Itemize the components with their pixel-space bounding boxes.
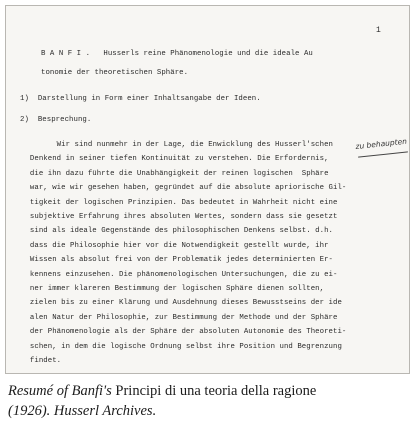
caption-book-title: Principi di una teoria della ragione	[115, 383, 317, 399]
section-title: Darstellung in Form einer Inhaltsangabe der Ideen.	[37, 95, 261, 103]
body-line: tigkeit der logischen Prinzipien. Das bedeutet in Wahrheit nicht eine	[21, 198, 338, 207]
caption-intro: Resumé of Banfi's	[8, 383, 116, 399]
section-1	[20, 96, 261, 103]
typescript-page-scan	[5, 5, 410, 374]
section-number: 1)	[20, 95, 29, 103]
document-title-line-1: B A N F I . Husserls reine Phänomenologie und die ideale Au	[41, 50, 313, 58]
section-title: Besprechung.	[37, 116, 92, 124]
body-line: ner immer klareren Bestimmung der logischen Sphäre dienen sollten,	[21, 285, 325, 293]
body-line: war, wie wir gesehen haben, gegründet auf die absolute apriorische Gil-	[21, 184, 347, 193]
figure-caption	[8, 381, 408, 421]
body-line: Wir sind nunmehr in der Lage, die Enwicklung des Husserl'schen	[21, 141, 333, 149]
body-line: schen, in dem die logische Ordnung selbst ihre Position und Begrenzung	[21, 342, 342, 351]
handwritten-annotation: zu behaupten	[355, 136, 408, 151]
body-line: kennens einzusehen. Die phänomenologischen Untersuchungen, die zu ei-	[21, 270, 338, 279]
body-line: findet.	[21, 357, 62, 365]
body-line: alen Natur der Philosophie, zur Bestimmung der Methode und der Sphäre	[21, 313, 338, 322]
body-line: Wissen als absolut frei von der Problematik jedes determinierten Er-	[21, 256, 333, 265]
body-line: zielen bis zu einer Klärung und Ausdehnung dieses Bewusstseins der ide	[21, 299, 342, 308]
section-number: 2)	[20, 116, 29, 124]
body-line: die ihn dazu führte die Unabhängigkeit der reinen logischen Sphäre	[21, 169, 329, 178]
body-line: Denkend in seiner tiefen Kontinuität zu verstehen. Die Erfordernis,	[21, 155, 329, 164]
page-number: 1	[376, 26, 381, 35]
body-line: der Phänomenologie als der Sphäre der absoluten Autonomie des Theoreti-	[21, 328, 347, 337]
annotation-underline	[358, 151, 408, 157]
section-2	[20, 117, 91, 124]
document-title-line-2: tonomie der theoretischen Sphäre.	[41, 69, 189, 77]
body-line: sind als ideale Gegenstände des philosophischen Denkens selbst. d.h.	[21, 227, 333, 236]
body-line: dass die Philosophie hier vor die Notwendigkeit gestellt wurde, ihr	[21, 241, 329, 250]
caption-source: (1926). Husserl Archives.	[8, 403, 157, 419]
body-line: subjektive Erfahrung ihres absoluten Wertes, sondern dass sie gesetzt	[21, 213, 338, 221]
